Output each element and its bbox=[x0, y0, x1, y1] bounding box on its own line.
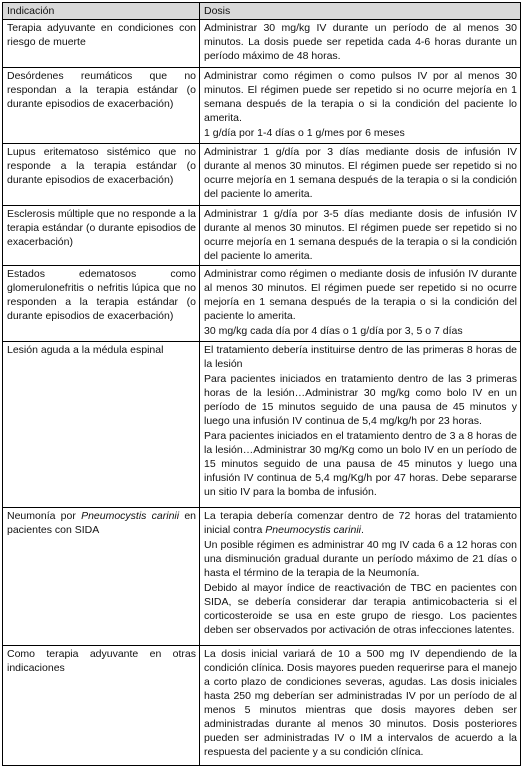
dose-text: 30 mg/kg cada día por 4 días o 1 g/día por 3, 5 o 7 días bbox=[204, 325, 463, 337]
dose-text-italic: Pneumocystis carinii bbox=[265, 524, 361, 536]
dose-text: Administrar 1 g/día por 3 días mediante dosis de infusión IV durante al menos 30 minutos. El régimen puede ser repetido si no ocurre mejoría en 1 semana después de la terapia o si la condición del paciente lo amerita. bbox=[204, 146, 517, 200]
dose-text bbox=[204, 509, 517, 537]
indication-text: Terapia adyuvante en condiciones con riesgo de muerte bbox=[7, 22, 196, 48]
table-row bbox=[3, 144, 521, 206]
table-header-row bbox=[3, 3, 521, 20]
dose-cell bbox=[200, 342, 521, 508]
indication-text: Estados edematosos como glomerulonefritis o nefritis lúpica que no responden a la terapia estándar (o durante episodios de exacerbación) bbox=[7, 268, 196, 322]
indication-cell bbox=[3, 646, 200, 766]
dosage-table bbox=[2, 2, 521, 766]
dose-text: Para pacientes iniciados en tratamiento dentro de las 3 primeras horas de la lesión…Administrar 30 mg/kg como bolo IV en un período de 15 minutos seguido de una pausa de 45 minutos y luego una infusión IV continua de 5,4 mg/kg/h por 23 horas. bbox=[204, 373, 517, 427]
indication-text: Desórdenes reumáticos que no respondan a la terapia estándar (o durante episodios de exacerbación) bbox=[7, 70, 196, 110]
dose-text-post: . bbox=[360, 524, 364, 536]
indication-text-post: en pacientes con SIDA bbox=[7, 510, 196, 536]
table-row bbox=[3, 266, 521, 342]
dose-text-pre: La terapia debería comenzar dentro de 72 horas del tratamiento inicial contra bbox=[204, 510, 517, 536]
indication-cell bbox=[3, 266, 200, 342]
table-row bbox=[3, 206, 521, 266]
dose-text: Administrar 1 g/día por 3-5 días mediante dosis de infusión IV durante al menos 30 minutos. El régimen puede ser repetido si no ocurre mejoría en 1 semana después de la terapia o si la condición del paciente lo amerita. bbox=[204, 208, 517, 262]
dose-cell bbox=[200, 144, 521, 206]
indication-text: Lupus eritematoso sistémico que no responde a la terapia estándar (o durante episodios de exacerbación) bbox=[7, 146, 196, 186]
dose-cell bbox=[200, 266, 521, 342]
dose-text: Un posible régimen es administrar 40 mg IV cada 6 a 12 horas con una disminución gradual durante un período máximo de 21 días o hasta el término de la terapia de la Neumonía. bbox=[204, 539, 517, 579]
dose-text: Para pacientes iniciados en el tratamiento dentro de 3 a 8 horas de la lesión…Administrar 30 mg/Kg como un bolo IV en un período de 15 minutos seguido de una pausa de 45 minutos y luego una infusión IV continua de 5,4 mg/Kg/h por 47 horas. Debe separarse un sitio IV para la bomba de infusión. bbox=[204, 430, 517, 498]
table-row bbox=[3, 342, 521, 508]
indication-cell bbox=[3, 342, 200, 508]
header-dose: Dosis bbox=[200, 3, 521, 20]
dose-cell bbox=[200, 508, 521, 646]
indication-cell bbox=[3, 508, 200, 646]
dose-text: 1 g/día por 1-4 días o 1 g/mes por 6 meses bbox=[204, 127, 405, 139]
dose-cell bbox=[200, 68, 521, 144]
indication-text bbox=[7, 509, 196, 537]
dose-cell bbox=[200, 206, 521, 266]
dose-text: La dosis inicial variará de 10 a 500 mg IV dependiendo de la condición clínica. Dosis mayores pueden requerirse para el manejo a corto plazo de condiciones severas, agudas. Las dosis iniciales hasta 250 mg deberían ser administradas IV por un período de al menos 5 minutos mientras que dosis mayores deben ser administradas durante al menos 30 minutos. Dosis posteriores pueden ser administradas IV o IM a intervalos de acuerdo a la respuesta del paciente y a su condición clínica. bbox=[204, 648, 517, 758]
table-row bbox=[3, 508, 521, 646]
dose-cell bbox=[200, 20, 521, 68]
header-indication: Indicación bbox=[3, 3, 200, 20]
indication-text: Esclerosis múltiple que no responde a la terapia estándar (o durante episodios de exacerbación) bbox=[7, 208, 196, 248]
table-row bbox=[3, 646, 521, 766]
indication-cell bbox=[3, 68, 200, 144]
indication-cell bbox=[3, 144, 200, 206]
dose-text: Administrar como régimen o como pulsos IV por al menos 30 minutos. El régimen puede ser repetido si no ocurre mejoría en 1 semana después de la terapia o si la condición del paciente lo amerita. bbox=[204, 70, 517, 124]
dose-text: Debido al mayor índice de reactivación de TBC en pacientes con SIDA, se debería considerar dar terapia antimicobacteria si el corticosteroide se usa en este grupo de riesgo. Los pacientes deben ser observados por activación de otras infecciones latentes. bbox=[204, 582, 517, 636]
indication-text-pre: Neumonía por bbox=[7, 510, 82, 522]
table-row bbox=[3, 20, 521, 68]
indication-text: Como terapia adyuvante en otras indicaciones bbox=[7, 648, 196, 674]
dose-text: El tratamiento debería instituirse dentro de las primeras 8 horas de la lesión bbox=[204, 344, 517, 370]
indication-text: Lesión aguda a la médula espinal bbox=[7, 344, 164, 356]
dose-cell bbox=[200, 646, 521, 766]
table-row bbox=[3, 68, 521, 144]
dose-text: Administrar como régimen o mediante dosis de infusión IV durante al menos 30 minutos. El régimen puede ser repetido si no ocurre mejoría en 1 semana después de la terapia o si la condición del paciente lo amerita. bbox=[204, 268, 517, 322]
dose-text: Administrar 30 mg/kg IV durante un período de al menos 30 minutos. La dosis puede ser repetida cada 4-6 horas durante un período máximo de 48 horas. bbox=[204, 22, 517, 62]
indication-text-italic: Pneumocystis carinii bbox=[81, 510, 180, 522]
indication-cell bbox=[3, 20, 200, 68]
indication-cell bbox=[3, 206, 200, 266]
